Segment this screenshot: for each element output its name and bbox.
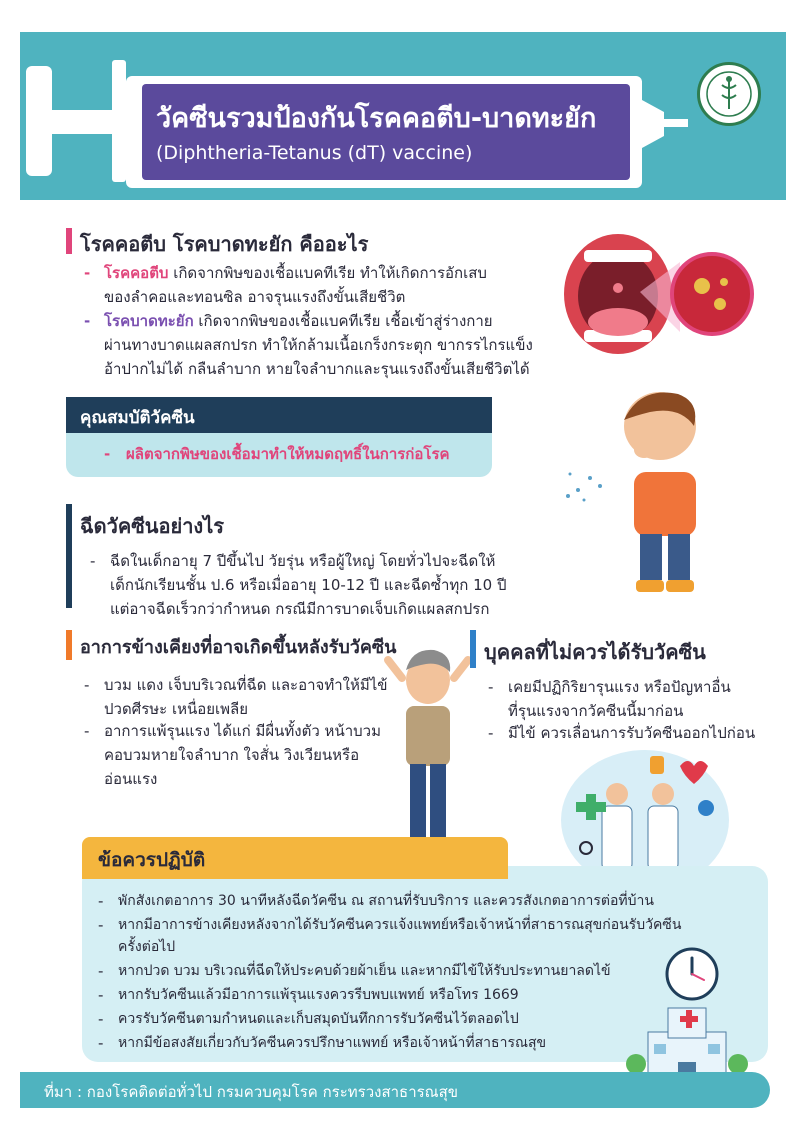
- open-mouth-throat-icon: [560, 222, 760, 372]
- how-heading: ฉีดวัคซีนอย่างไร: [80, 514, 224, 538]
- side-effect-line: ปวดศีรษะ เหนื่อยเพลีย: [104, 700, 249, 718]
- side-effects-heading: อาการข้างเคียงที่อาจเกิดขึ้นหลังรับวัคซีน: [80, 637, 397, 658]
- practice-line: ครั้งต่อไป: [118, 939, 176, 955]
- page-subtitle: (Diphtheria-Tetanus (dT) vaccine): [156, 142, 473, 164]
- bullet-dash: -: [488, 724, 494, 742]
- not-for-heading: บุคคลที่ไม่ควรได้รับวัคซีน: [484, 640, 706, 664]
- source-text: ที่มา : กองโรคติดต่อทั่วไป กรมควบคุมโรค กระทรวงสาธารณสุข: [44, 1083, 458, 1101]
- property-box: [66, 433, 492, 477]
- bullet-dash: -: [84, 264, 91, 282]
- source-footer: [20, 1072, 770, 1108]
- term-tetanus: โรคบาดทะยัก: [104, 312, 194, 330]
- list-item-cont: ผ่านทางบาดแผลสกปรก ทำให้กล้ามเนื้อเกร็งกระตุก ขากรรไกรแข็ง: [104, 336, 533, 354]
- practice-line: พักสังเกตอาการ 30 นาทีหลังฉีดวัคซีน ณ สถานที่รับบริการ และควรสังเกตอาการต่อที่บ้าน: [118, 893, 654, 909]
- section-bar: [470, 630, 476, 668]
- not-for-line: ที่รุนแรงจากวัคซีนนี้มาก่อน: [508, 702, 684, 720]
- practice-line: หากมีข้อสงสัยเกี่ยวกับวัคซีนควรปรึกษาแพทย์ หรือเจ้าหน้าที่สาธารณสุข: [118, 1035, 547, 1051]
- side-effect-line: อาการแพ้รุนแรง ได้แก่ มีผื่นทั้งตัว หน้าบวม: [104, 722, 381, 740]
- side-effect-line: บวม แดง เจ็บบริเวณที่ฉีด และอาจทำให้มีไข้: [104, 676, 388, 694]
- clock-icon: [664, 946, 720, 1002]
- not-for-line: มีไข้ ควรเลื่อนการรับวัคซีนออกไปก่อน: [508, 724, 756, 742]
- list-item-cont: อ้าปากไม่ได้ กลืนลำบาก หายใจลำบากและรุนแรงถึงขั้นเสียชีวิตได้: [104, 360, 530, 378]
- term-diphtheria: โรคคอตีบ: [104, 264, 169, 282]
- list-item: โรคคอตีบ เกิดจากพิษของเชื้อแบคทีเรีย ทำให้เกิดการอักเสบ: [104, 264, 487, 282]
- bullet-dash: -: [98, 1034, 104, 1052]
- side-effect-line: คอบวมหายใจลำบาก ใจสั่น วิงเวียนหรือ: [104, 746, 360, 764]
- title-box: [142, 84, 630, 180]
- bullet-dash: -: [98, 986, 104, 1004]
- practice-line: หากปวด บวม บริเวณที่ฉีดให้ประคบด้วยผ้าเย็น และหากมีไข้ให้รับประทานยาลดไข้: [118, 963, 611, 979]
- list-item-cont: ของลำคอและทอนซิล อาจรุนแรงถึงขั้นเสียชีวิต: [104, 288, 406, 306]
- side-effect-line: อ่อนแรง: [104, 770, 158, 788]
- practice-heading-tab: [82, 837, 508, 879]
- property-item: ผลิตจากพิษของเชื้อมาทำให้หมดฤทธิ์ในการก่อโรค: [126, 445, 450, 463]
- practice-heading: ข้อควรปฏิบัติ: [98, 849, 206, 871]
- bullet-dash: -: [488, 678, 494, 696]
- bullet-dash: -: [98, 916, 104, 934]
- section-bar: [66, 630, 72, 660]
- section-bar: [66, 504, 72, 608]
- practice-line: หากมีอาการข้างเคียงหลังจากได้รับวัคซีนควรแจ้งแพทย์หรือเจ้าหน้าที่สาธารณสุขก่อนรับวัคซีน: [118, 917, 682, 933]
- property-heading: คุณสมบัติวัคซีน: [80, 408, 195, 428]
- page-title: วัคซีนรวมป้องกันโรคคอตีบ-บาดทะยัก: [156, 103, 597, 134]
- how-line: เด็กนักเรียนชั้น ป.6 หรือเมื่ออายุ 10-12 ปี และฉีดซ้ำทุก 10 ปี: [110, 576, 507, 594]
- bullet-dash: -: [98, 1010, 104, 1028]
- section-bar: [66, 228, 72, 254]
- bullet-dash: -: [90, 552, 96, 570]
- coughing-boy-icon: [560, 386, 760, 608]
- not-for-line: เคยมีปฏิกิริยารุนแรง หรือปัญหาอื่น: [508, 678, 731, 696]
- practice-line: ควรรับวัคซีนตามกำหนดและเก็บสมุดบันทึกการรับวัคซีนไว้ตลอดไป: [118, 1011, 519, 1027]
- how-line: แต่อาจฉีดเร็วกว่ากำหนด กรณีมีการบาดเจ็บเกิดแผลสกปรก: [110, 600, 490, 618]
- dizzy-man-icon: [378, 640, 478, 858]
- ministry-of-public-health-seal-icon: [697, 62, 761, 126]
- bullet-dash: -: [104, 445, 111, 463]
- bullet-dash: -: [98, 892, 104, 910]
- list-item: โรคบาดทะยัก เกิดจากพิษของเชื้อแบคทีเรีย เชื้อเข้าสู่ร่างกาย: [104, 312, 493, 330]
- how-line: ฉีดในเด็กอายุ 7 ปีขึ้นไป วัยรุ่น หรือผู้ใหญ่ โดยทั่วไปจะฉีดให้: [110, 552, 496, 570]
- practice-line: หากรับวัคซีนแล้วมีอาการแพ้รุนแรงควรรีบพบแพทย์ หรือโทร 1669: [118, 987, 519, 1003]
- bullet-dash: -: [84, 722, 90, 740]
- bullet-dash: -: [98, 962, 104, 980]
- what-is-heading: โรคคอตีบ โรคบาดทะยัก คืออะไร: [80, 232, 369, 256]
- bullet-dash: -: [84, 312, 91, 330]
- property-heading-bar: [66, 397, 492, 433]
- bullet-dash: -: [84, 676, 90, 694]
